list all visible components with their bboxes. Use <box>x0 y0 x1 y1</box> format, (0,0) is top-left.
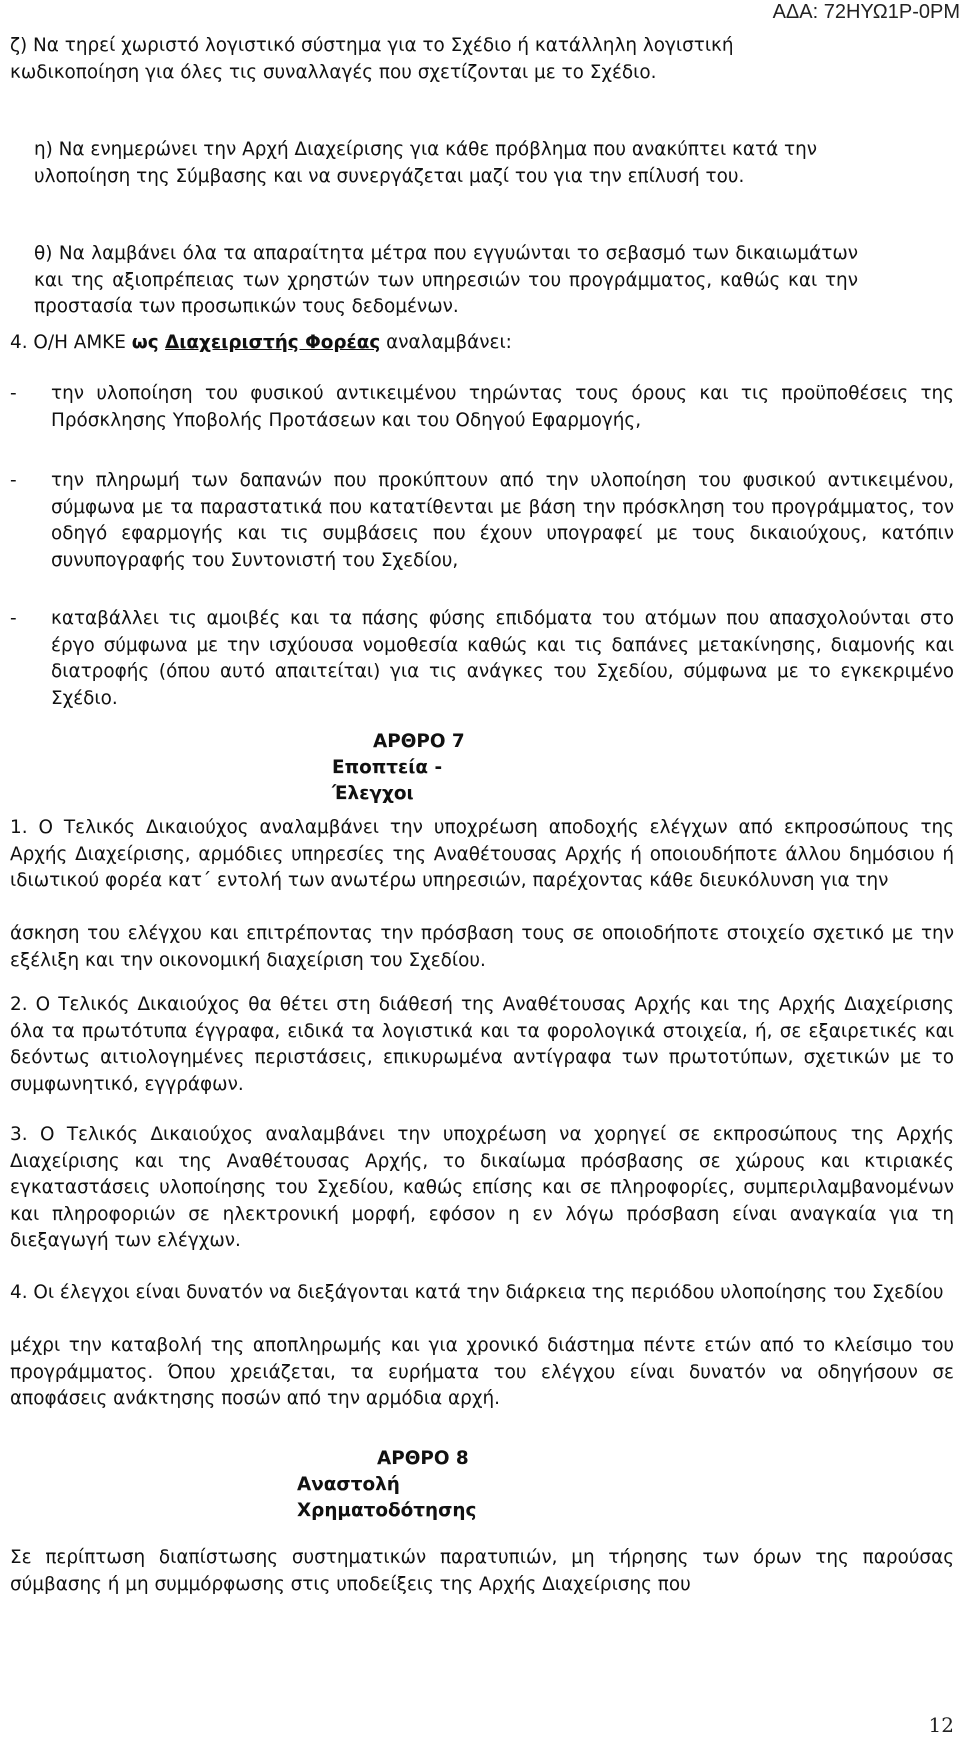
article-8-title-line-2: Χρηματοδότησης <box>297 1500 477 1521</box>
article-8-title-line-1: Αναστολή <box>297 1474 400 1495</box>
list-dash: - <box>10 383 17 404</box>
article-7-title-line-1: Εποπτεία - <box>332 757 443 778</box>
list-item <box>10 381 954 434</box>
article-7-paragraph-4a: 4. Οι έλεγχοι είναι δυνατόν να διεξάγονται κατά την διάρκεια της περιόδου υλοποίησης του Σχεδίου <box>10 1282 944 1303</box>
list-dash: - <box>10 470 17 491</box>
article-7-paragraph-1a: 1. Ο Τελικός Δικαιούχος αναλαμβάνει την υποχρέωση αποδοχής ελέγχων από εκπροσώπους της Αρχής Διαχείρισης, αρμόδιες υπηρεσίες της Αναθέτουσας Αρχής ή οποιουδήποτε άλλου δημόσιου ή ιδιωτικού φορέα κατ΄ εντολή των ανωτέρω υπηρεσιών, παρέχοντας κάθε διευκόλυνση για την <box>10 817 954 891</box>
item-theta: θ) Να λαμβάνει όλα τα απαραίτητα μέτρα που εγγυώνται το σεβασμό των δικαιωμάτων και της αξιοπρέπειας των χρηστών των υπηρεσιών του προγράμματος, καθώς και την προστασία των προσωπικών τους δεδομένων. <box>34 243 858 317</box>
page-number: 12 <box>928 1713 954 1737</box>
paragraph-4-prefix: 4. Ο/Η ΑΜΚΕ <box>10 332 132 353</box>
list-item <box>10 606 954 712</box>
ada-code: ΑΔΑ: 72ΗΥΩ1Ρ-0ΡΜ <box>772 1 960 23</box>
item-eta: η) Να ενημερώνει την Αρχή Διαχείρισης για κάθε πρόβλημα που ανακύπτει κατά την υλοποίηση της Σύμβασης και να συνεργάζεται μαζί του για την επίλυσή του. <box>34 139 818 187</box>
article-7-paragraph-3: 3. Ο Τελικός Δικαιούχος αναλαμβάνει την υποχρέωση να χορηγεί σε εκπροσώπους της Αρχής Διαχείρισης και της Αναθέτουσας Αρχής, το δικαίωμα πρόσβασης σε χώρους και κτιριακές εγκαταστάσεις υλοποίησης του Σχεδίου, καθώς επίσης και σε πληροφορίες, συμπεριλαμβανομένων και πληροφοριών σε ηλεκτρονική μορφή, εφόσον η εν λόγω πρόσβαση είναι αναγκαία για τη διεξαγωγή των ελέγχων. <box>10 1124 954 1251</box>
paragraph-4-bold: ως <box>131 332 166 353</box>
article-7-paragraph-2: 2. Ο Τελικός Δικαιούχος θα θέτει στη διάθεσή της Αναθέτουσας Αρχής και της Αρχής Διαχείρισης όλα τα πρωτότυπα έγγραφα, ειδικά τα λογιστικά και τα φορολογικά στοιχεία, ή, σε εξαιρετικές και δεόντως αιτιολογημένες περιστάσεις, επικυρωμένα αντίγραφα των πρωτοτύπων, σχετικών με το συμφωνητικό, εγγράφων. <box>10 994 954 1095</box>
article-7-paragraph-1b: άσκηση του ελέγχου και επιτρέποντας την πρόσβαση τους σε οποιοδήποτε στοιχείο σχετικό με την εξέλιξη και την οικονομική διαχείριση του Σχεδίου. <box>10 923 954 971</box>
list-item-text: καταβάλλει τις αμοιβές και τα πάσης φύσης επιδόματα του ατόμων που απασχολούνται στο έργο σύμφωνα με την ισχύουσα νομοθεσία καθώς και τις δαπάνες μετακίνησης, διαμονής και διατροφής (όπου αυτό απαιτείται) για τις ανάγκες του Σχεδίου, σύμφωνα με το εγκεκριμένο Σχέδιο. <box>51 608 954 709</box>
list-item <box>10 468 954 574</box>
article-8-number: ΑΡΘΡΟ 8 <box>377 1448 469 1469</box>
list-dash: - <box>10 608 17 629</box>
list-item-text: την πληρωμή των δαπανών που προκύπτουν από την υλοποίηση του φυσικού αντικειμένου, σύμφωνα με τα παραστατικά που κατατίθενται με βάση την πρόσκληση του προγράμματος, τον οδηγό εφαρμογής και τις συμβάσεις που έχουν υπογραφεί με τους δικαιούχους, κατόπιν συνυπογραφής του Συντονιστή του Σχεδίου, <box>51 470 954 571</box>
article-7-title-line-2: Έλεγχοι <box>332 783 414 804</box>
list-item-text: την υλοποίηση του φυσικού αντικειμένου τηρώντας τους όρους και τις προϋποθέσεις της Πρόσκλησης Υποβολής Προτάσεων και του Οδηγού Εφαρμογής, <box>51 383 954 431</box>
item-zeta: ζ) Να τηρεί χωριστό λογιστικό σύστημα για το Σχέδιο ή κατάλληλη λογιστική κωδικοποίηση για όλες τις συναλλαγές που σχετίζονται με το Σχέδιο. <box>10 35 734 83</box>
article-7-paragraph-4b: μέχρι την καταβολή της αποπληρωμής και για χρονικό διάστημα πέντε ετών από το κλείσιμο του προγράμματος. Όπου χρειάζεται, τα ευρήματα του ελέγχου είναι δυνατόν να οδηγήσουν σε αποφάσεις ανάκτησης ποσών από την αρμόδια αρχή. <box>10 1335 954 1409</box>
article-7-number: ΑΡΘΡΟ 7 <box>373 731 465 752</box>
paragraph-4-bold-underlined: Διαχειριστής Φορέας <box>165 332 381 353</box>
article-8-paragraph: Σε περίπτωση διαπίστωσης συστηματικών παρατυπιών, μη τήρησης των όρων της παρούσας σύμβασης ή μη συμμόρφωσης στις υποδείξεις της Αρχής Διαχείρισης που <box>10 1547 954 1595</box>
paragraph-4-intro <box>10 330 950 357</box>
paragraph-4-suffix: αναλαμβάνει: <box>380 332 512 353</box>
